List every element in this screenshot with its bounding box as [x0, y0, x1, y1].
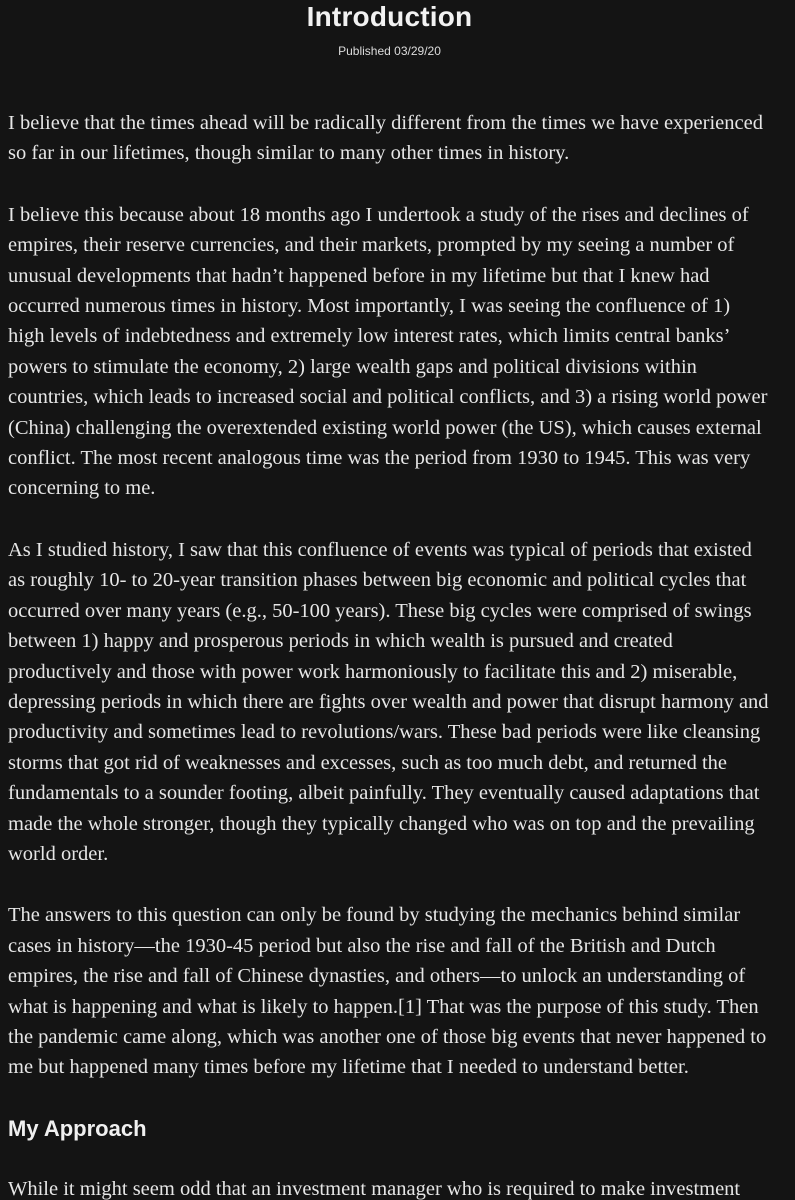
- published-date: Published 03/29/20: [338, 44, 441, 58]
- paragraph-2: I believe this because about 18 months ago I undertook a study of the rises and declines of empires, their reserve currencies, and their markets, prompted by my seeing a number of unusual developments that hadn’t happened before in my lifetime but that I knew had occurred numerous times in history. Most importantly, I was seeing the confluence of 1) high levels of indebtedness and extremely low interest rates, which limits central banks’ powers to stimulate the economy, 2) large wealth gaps and political divisions within countries, which leads to increased social and political conflicts, and 3) a rising world power (China) challenging the overextended existing world power (the US), which causes external conflict. The most recent analogous time was the period from 1930 to 1945. This was very concerning to me.: [8, 203, 768, 500]
- paragraph-1: I believe that the times ahead will be radically different from the times we have experienced so far in our lifetimes, though similar to many other times in history.: [8, 112, 763, 165]
- section-heading-my-approach: My Approach: [8, 1115, 147, 1141]
- paragraph-5: While it might seem odd that an investment manager who is required to make investment: [8, 1177, 741, 1200]
- paragraph-3: As I studied history, I saw that this confluence of events was typical of periods that existed as roughly 10- to 20-year transition phases between big economic and political cycles that occurred over many years (e.g., 50-100 years). These big cycles were comprised of swings between 1) happy and prosperous periods in which wealth is pursued and created productively and those with power work harmoniously to facilitate this and 2) miserable, depressing periods in which there are fights over wealth and power that disrupt harmony and productivity and sometimes lead to revolutions/wars. These bad periods were like cleansing storms that got rid of weaknesses and excesses, such as too much debt, and returned the fundamentals to a sounder footing, albeit painfully. They eventually caused adaptations that made the whole stronger, though they typically changed who was on top and the prevailing world order.: [8, 538, 769, 865]
- page-title: Introduction: [306, 1, 473, 32]
- article-body: [8, 108, 771, 1200]
- paragraph-4: The answers to this question can only be found by studying the mechanics behind similar cases in history—the 1930-45 period but also the rise and fall of the British and Dutch empires, the rise and fall of Chinese dynasties, and others—to unlock an understanding of what is happening and what is likely to happen.[1] That was the purpose of this study. Then the pandemic came along, which was another one of those big events that never happened to me but happened many times before my lifetime that I needed to understand better.: [8, 904, 767, 1079]
